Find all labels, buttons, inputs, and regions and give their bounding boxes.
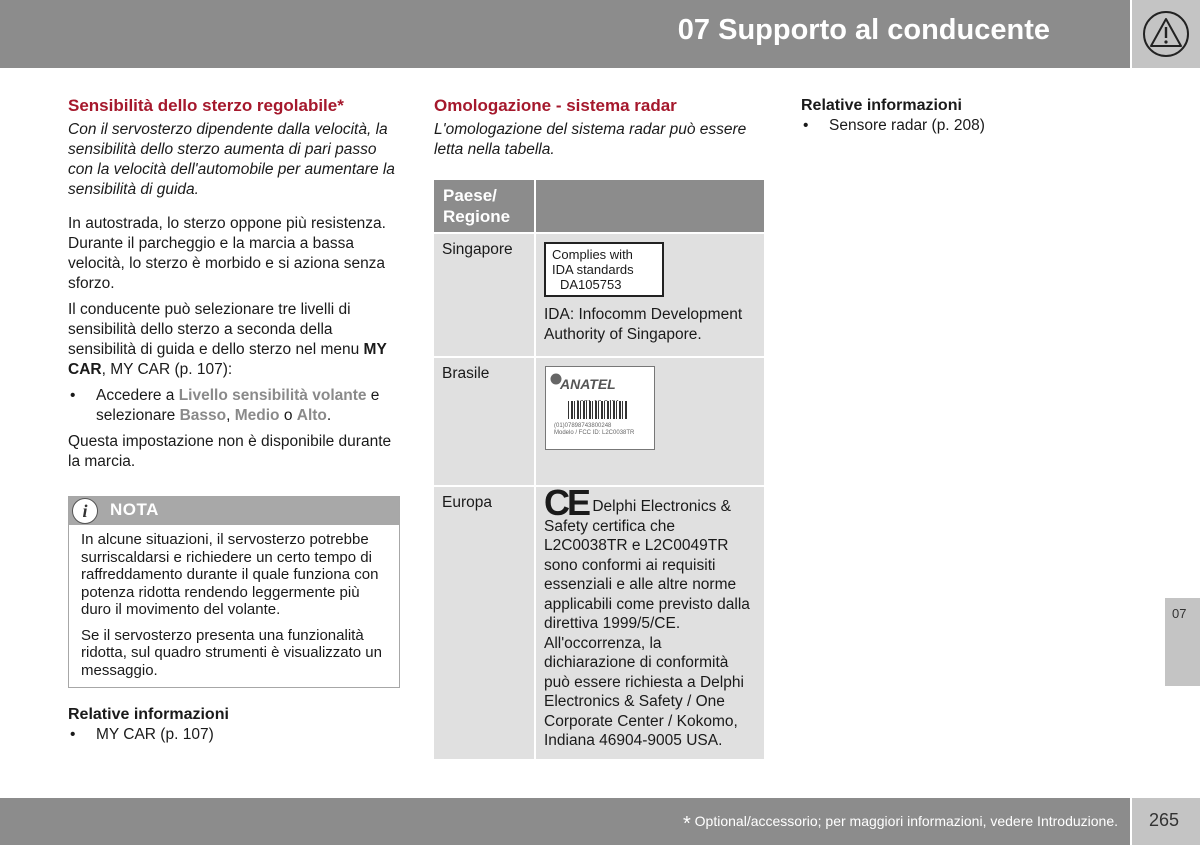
header-bar: [0, 0, 1130, 68]
option-medio: Medio: [234, 407, 280, 424]
model-text: Modelo / FCC ID: L2C0038TR: [554, 430, 635, 436]
text-segment: , MY CAR (p. 107):: [101, 361, 233, 378]
text-segment: e selezionare: [96, 387, 380, 424]
text-segment: .: [326, 407, 332, 424]
country-cell: Singapore: [434, 234, 534, 356]
section-heading-steering: Sensibilità dello sterzo regolabile*: [68, 96, 344, 115]
related-info-title: Relative informazioni: [68, 706, 229, 723]
table-header-empty: [536, 180, 764, 232]
table-header-row: [434, 180, 764, 232]
column-left: [68, 96, 400, 745]
footnote: [683, 813, 1118, 836]
label-line: Complies with: [552, 247, 633, 262]
column-middle: [434, 96, 766, 761]
barcode-number: (01)07898743800248: [554, 423, 612, 429]
footnote-text: Optional/accessorio; per maggiori informazioni, vedere Introduzione.: [690, 813, 1118, 829]
note-paragraph: Se il servosterzo presenta una funzionalità ridotta, sul quadro strumenti è visualizzato un messaggio.: [81, 626, 382, 679]
label-line: IDA standards: [552, 262, 634, 277]
country-cell: Europa: [434, 487, 534, 759]
intro-text: Con il servosterzo dipendente dalla velocità, la sensibilità dello sterzo aumenta di pari passo con la velocità dell'automobile per aumentare la sensibilità di guida.: [68, 121, 395, 198]
column-right: [801, 96, 1101, 136]
approval-cell: [536, 358, 764, 485]
approval-text: IDA: Infocomm Development Authority of Singapore.: [544, 306, 743, 343]
approval-text: Delphi Electronics & Safety certifica che L2C0038TR e L2C0049TR sono conformi ai requisiti essenziali e alle altre norme applicabili come previsto dalla direttiva 1999/5/CE. All'occorrenza, la dichiarazione di conformità può essere richiesta a Delphi Electronics & Safety / One Corporate Center / Kokomo, Indiana 46904-9005 USA.: [544, 498, 750, 749]
note-box: [68, 496, 400, 688]
country-cell: Brasile: [434, 358, 534, 485]
chapter-number: 07: [1172, 606, 1187, 621]
table-row: [434, 358, 764, 485]
text-segment: Il conducente può selezionare tre livelli di sensibilità dello sterzo a seconda della sensibilità di guida e dello sterzo nel menu: [68, 301, 364, 358]
related-link[interactable]: • MY CAR (p. 107): [68, 725, 400, 745]
option-alto: Alto: [296, 407, 327, 424]
table-row: [434, 234, 764, 356]
page-number: 265: [1149, 810, 1180, 830]
label-line: DA105753: [560, 277, 622, 292]
note-header: [69, 497, 399, 525]
intro-text: L'omologazione del sistema radar può essere letta nella tabella.: [434, 121, 747, 158]
text-segment: o: [279, 407, 297, 424]
text-segment: Accedere a: [96, 387, 179, 404]
section-heading-radar: Omologazione - sistema radar: [434, 96, 677, 115]
approval-table: [432, 178, 766, 761]
warning-triangle-icon: [1142, 10, 1190, 58]
page-title: 07 Supporto al conducente: [677, 14, 1050, 46]
paragraph-menu: [68, 300, 400, 380]
note-body: [69, 525, 399, 687]
note-paragraph: In alcune situazioni, il servosterzo potrebbe surriscaldarsi e richiedere un certo tempo di raffreddamento durante il quale funziona con potenza ridotta rendendo leggermente più duro il movimento del volante.: [81, 531, 379, 618]
paragraph: Questa impostazione non è disponibile durante la marcia.: [68, 433, 392, 470]
menu-option: Livello sensibilità volante: [178, 387, 367, 404]
menu-name: MY CAR: [68, 341, 387, 378]
related-info-title: Relative informazioni: [801, 97, 962, 114]
ida-label: [544, 242, 664, 297]
barcode: [568, 401, 628, 419]
option-basso: Basso: [179, 407, 227, 424]
table-header-country: Paese/ Regione: [434, 180, 534, 232]
header-icon-box: [1132, 0, 1200, 68]
anatel-label: [545, 366, 655, 450]
anatel-small-text: [554, 423, 648, 437]
ce-mark-icon: CE: [544, 482, 589, 523]
footer-bar: [0, 798, 1130, 845]
paragraph: In autostrada, lo sterzo oppone più resistenza. Durante il parcheggio e la marcia a bassa velocità, lo sterzo è morbido e si aziona senza sforzo.: [68, 215, 386, 292]
info-icon: i: [72, 498, 98, 524]
approval-cell: [536, 482, 764, 759]
anatel-logo-text: ANATEL: [560, 376, 616, 392]
page-number-box: [1132, 798, 1200, 845]
text-segment: ,: [226, 407, 235, 424]
chapter-tab: [1165, 598, 1200, 686]
related-link[interactable]: • Sensore radar (p. 208): [801, 116, 1101, 136]
list-item: [68, 386, 400, 426]
note-title: NOTA: [110, 500, 159, 519]
approval-cell: [536, 234, 764, 356]
table-row: [434, 487, 764, 759]
footnote-star: *: [682, 813, 691, 835]
